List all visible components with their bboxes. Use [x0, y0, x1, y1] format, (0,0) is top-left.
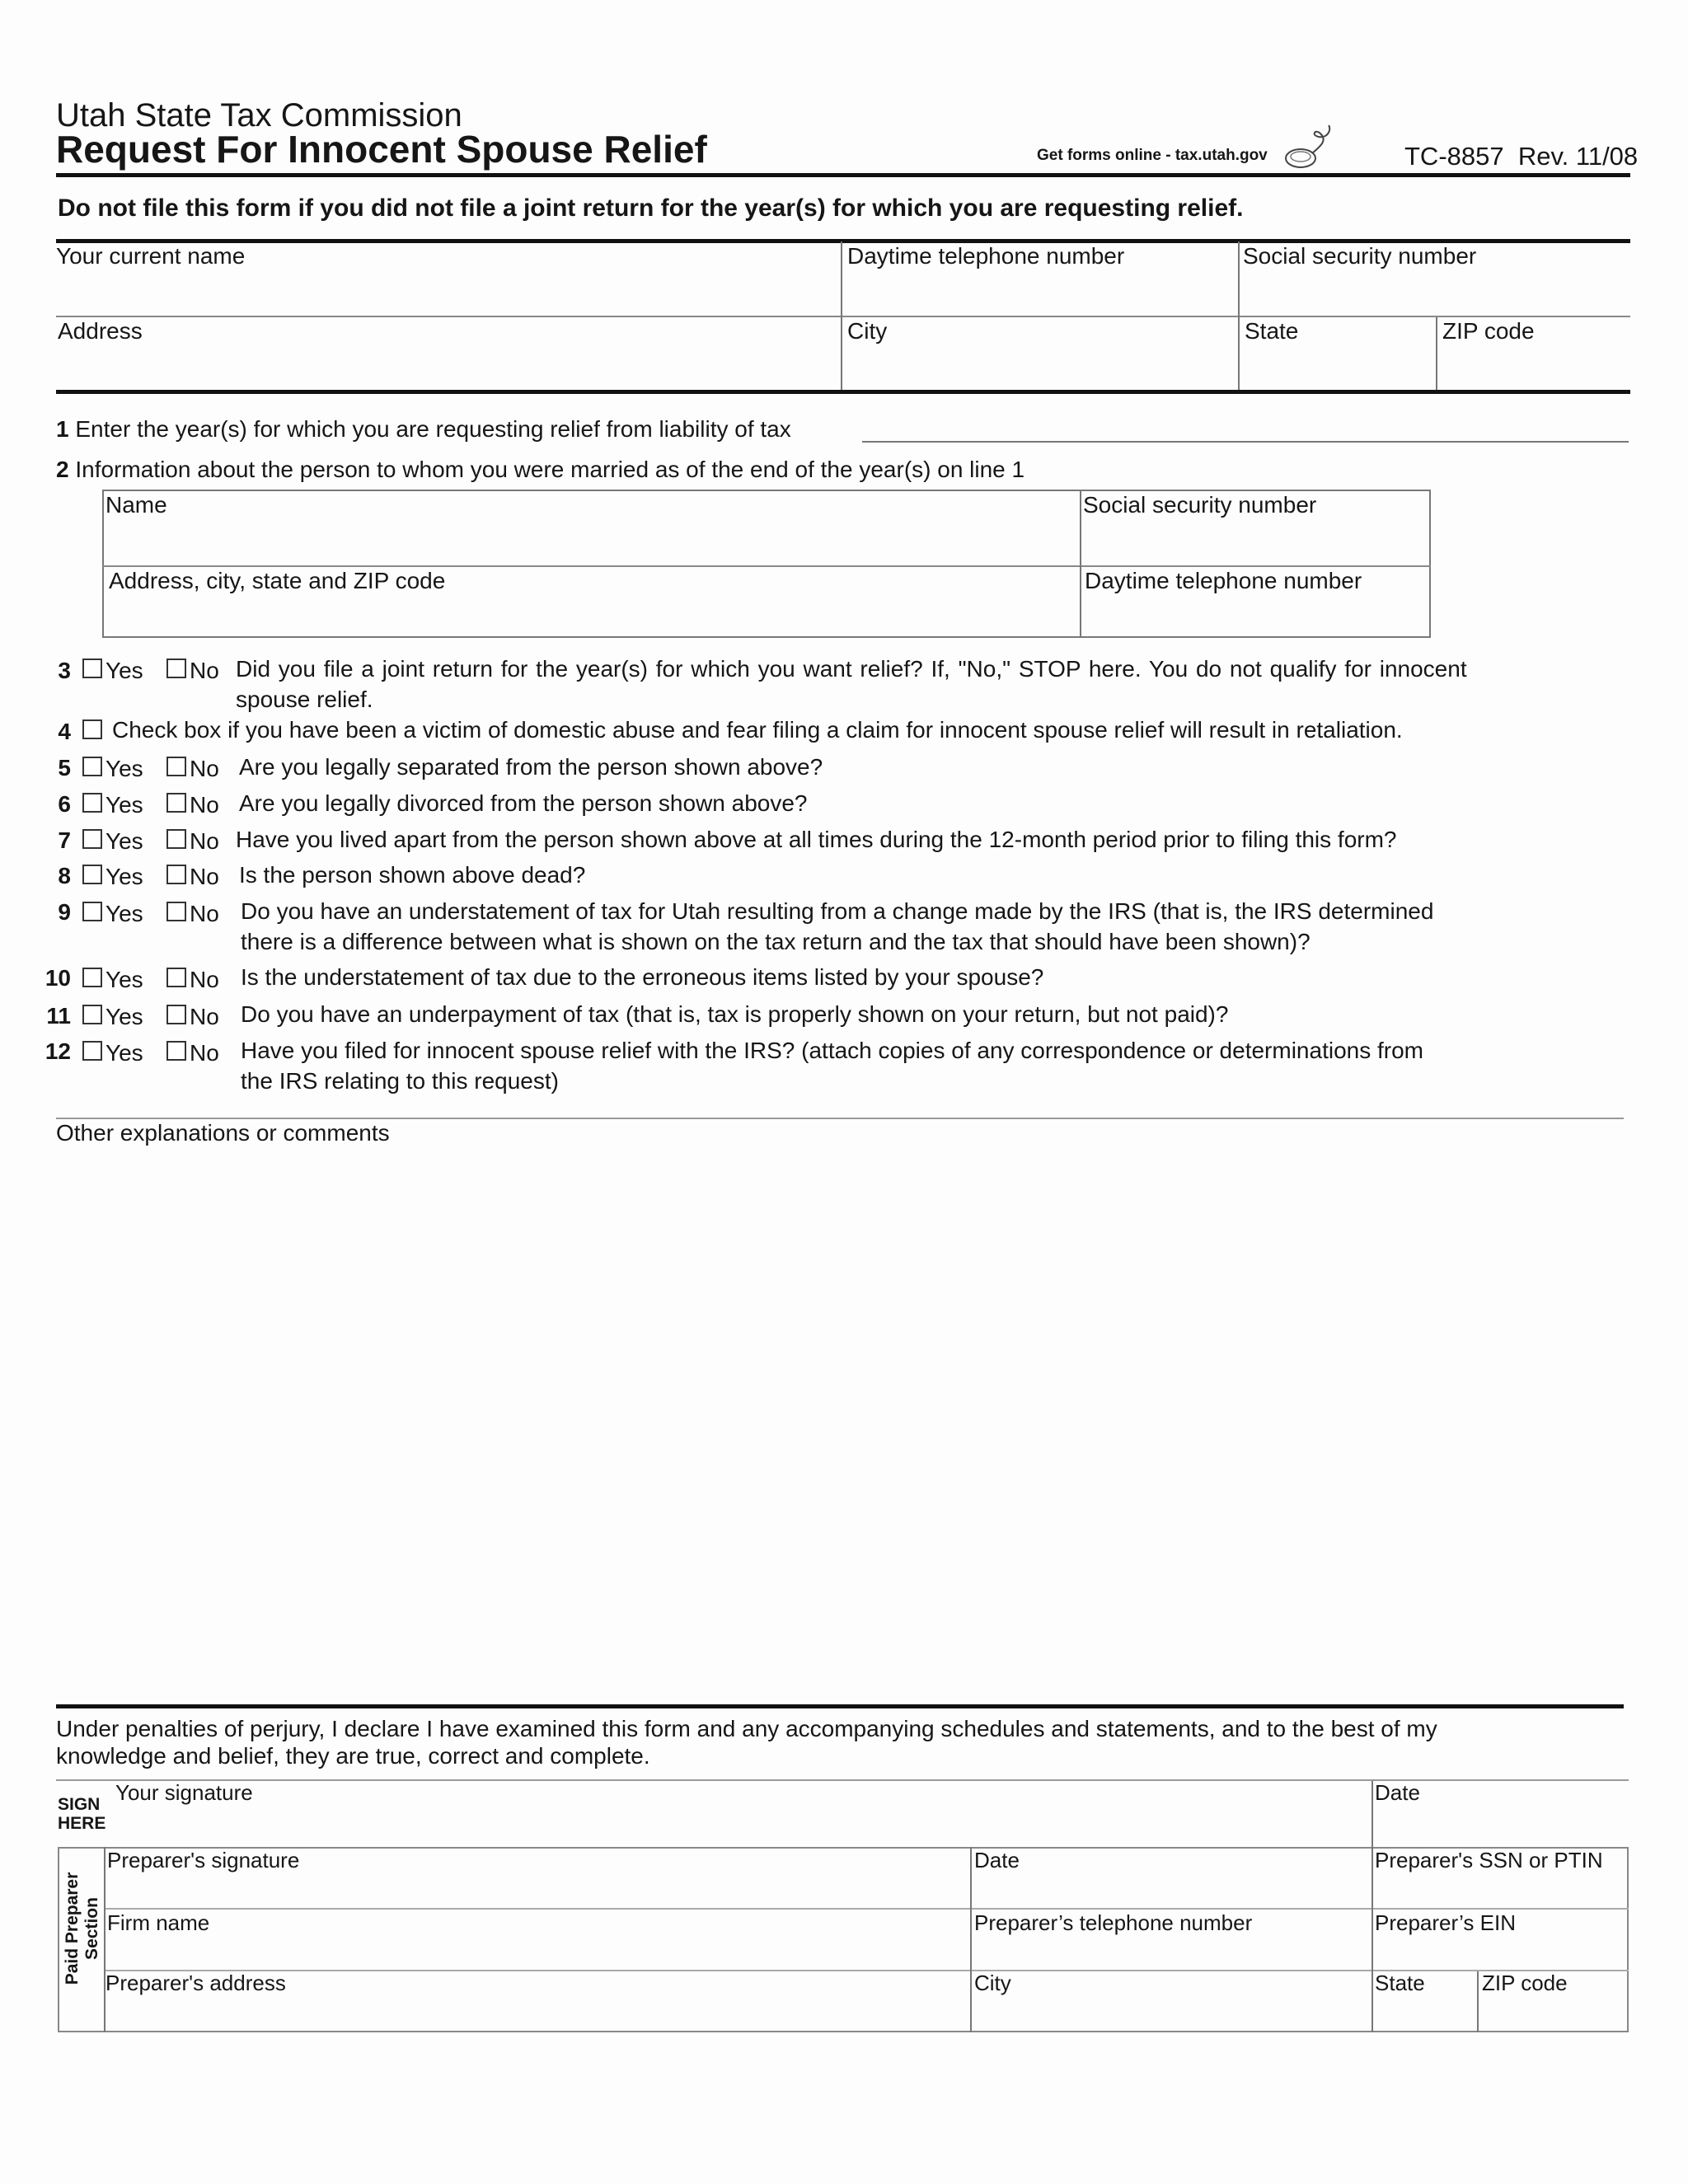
- declaration-rule: [56, 1704, 1624, 1708]
- daytime-phone-field[interactable]: [847, 242, 1235, 315]
- preparer-city-label: City: [974, 1971, 1011, 1995]
- current-name-field[interactable]: [56, 242, 839, 315]
- spouse-address-field[interactable]: [109, 567, 1075, 636]
- q5-yes-checkbox[interactable]: [82, 757, 102, 776]
- q10-yes-checkbox[interactable]: [82, 968, 102, 987]
- q11-yes-checkbox[interactable]: [82, 1005, 102, 1024]
- zip-field[interactable]: [1442, 317, 1629, 388]
- q6-no-label: No: [190, 792, 219, 818]
- preparer-divider-2: [1372, 1847, 1373, 2032]
- q12-yes-label: Yes: [106, 1040, 143, 1066]
- preparer-signature-field[interactable]: [107, 1848, 966, 1905]
- line1-label: Enter the year(s) for which you are requesting relief from liability of tax: [75, 416, 791, 442]
- firm-name-field[interactable]: [107, 1910, 966, 1968]
- line1-text: [56, 415, 791, 443]
- q10-no-checkbox[interactable]: [166, 968, 186, 987]
- q7-no-checkbox[interactable]: [166, 829, 186, 849]
- q9-number: 9: [58, 899, 71, 925]
- q6-text: Are you legally divorced from the person shown above?: [239, 790, 808, 816]
- q8-no-checkbox[interactable]: [166, 865, 186, 884]
- q5-no-label: No: [190, 756, 219, 781]
- q6-number: 6: [58, 791, 71, 817]
- q11-yes-label: Yes: [106, 1004, 143, 1029]
- q7-number: 7: [58, 827, 71, 853]
- form-number: TC-8857 Rev. 11/08: [1404, 142, 1639, 171]
- spouse-name-label: Name: [106, 492, 167, 518]
- q3-no-checkbox[interactable]: [166, 658, 186, 678]
- form-title: Request For Innocent Spouse Relief: [56, 128, 707, 171]
- q3-text: Did you file a joint return for the year(s) for which you want relief? If, "No," STOP here. You do not qualify for innocent: [236, 656, 1467, 682]
- q12-yes-checkbox[interactable]: [82, 1041, 102, 1061]
- your-signature-field[interactable]: [115, 1780, 1367, 1846]
- preparer-date-field[interactable]: [974, 1848, 1368, 1905]
- q9-text: Do you have an understatement of tax for Utah resulting from a change made by the IRS (that is, the IRS determined: [241, 898, 1434, 924]
- q9-yes-label: Yes: [106, 901, 143, 926]
- preparer-phone-label: Preparer’s telephone number: [974, 1910, 1253, 1935]
- declaration-line-1: Under penalties of perjury, I declare I have examined this form and any accompanying schedules and statements, and to the best of my: [56, 1716, 1437, 1741]
- comments-label: Other explanations or comments: [56, 1120, 390, 1146]
- preparer-ein-field[interactable]: [1375, 1910, 1627, 1968]
- q9-no-checkbox[interactable]: [166, 902, 186, 921]
- q6-no-checkbox[interactable]: [166, 793, 186, 813]
- spouse-ssn-label: Social security number: [1083, 492, 1317, 518]
- q5-no-checkbox[interactable]: [166, 757, 186, 776]
- preparer-state-label: State: [1375, 1971, 1425, 1995]
- q10-no-label: No: [190, 967, 219, 992]
- preparer-ein-label: Preparer’s EIN: [1375, 1910, 1516, 1935]
- q11-no-label: No: [190, 1004, 219, 1029]
- warning-text: Do not file this form if you did not file a joint return for the year(s) for which you are requesting relief.: [58, 194, 1244, 222]
- preparer-zip-field[interactable]: [1482, 1971, 1627, 2030]
- q7-yes-checkbox[interactable]: [82, 829, 102, 849]
- spouse-divider: [1080, 490, 1081, 638]
- q12-no-label: No: [190, 1040, 219, 1066]
- your-signature-label: Your signature: [115, 1780, 253, 1805]
- q12-text: Have you filed for innocent spouse relief with the IRS? (attach copies of any correspondence or determinations from: [241, 1038, 1423, 1063]
- q8-number: 8: [58, 863, 71, 888]
- q3-text-cont: spouse relief.: [236, 687, 373, 712]
- sign-date-field[interactable]: [1375, 1780, 1627, 1846]
- comments-textarea[interactable]: [56, 1151, 1624, 1694]
- preparer-divider-1: [970, 1847, 972, 2032]
- q8-yes-label: Yes: [106, 864, 143, 889]
- address-field[interactable]: [58, 317, 839, 388]
- ssn-field[interactable]: [1243, 242, 1629, 315]
- q10-text: Is the understatement of tax due to the erroneous items listed by your spouse?: [241, 964, 1044, 990]
- address-label: Address: [58, 318, 143, 344]
- current-name-label: Your current name: [56, 243, 246, 269]
- sign-date-label: Date: [1375, 1780, 1420, 1805]
- spouse-address-label: Address, city, state and ZIP code: [109, 568, 446, 593]
- line2-number: 2: [56, 457, 69, 482]
- preparer-phone-field[interactable]: [974, 1910, 1368, 1968]
- paid-preparer-line-1: Paid Preparer: [63, 1872, 82, 1985]
- sign-date-divider: [1372, 1781, 1373, 1847]
- ssn-label: Social security number: [1243, 243, 1477, 269]
- spouse-name-field[interactable]: [106, 491, 1075, 562]
- q8-yes-checkbox[interactable]: [82, 865, 102, 884]
- header-rule: [56, 173, 1630, 177]
- line2-text: [56, 456, 1025, 484]
- zip-label: ZIP code: [1442, 318, 1535, 344]
- spouse-ssn-field[interactable]: [1083, 491, 1428, 562]
- sign-here-line-1: SIGN: [58, 1795, 101, 1814]
- q11-number: 11: [46, 1003, 71, 1029]
- taxpayer-divider-3: [1436, 317, 1437, 390]
- taxpayer-divider-1: [841, 241, 842, 390]
- preparer-zip-label: ZIP code: [1482, 1971, 1568, 1995]
- mouse-icon: [1282, 124, 1334, 171]
- daytime-phone-label: Daytime telephone number: [847, 243, 1125, 269]
- paid-preparer-line-2: Section: [82, 1897, 102, 1960]
- preparer-date-label: Date: [974, 1848, 1020, 1872]
- declaration-line-2: knowledge and belief, they are true, correct and complete.: [56, 1743, 650, 1769]
- forms-online-link[interactable]: Get forms online - tax.utah.gov: [1037, 147, 1268, 164]
- preparer-signature-label: Preparer's signature: [107, 1848, 300, 1872]
- firm-name-label: Firm name: [107, 1910, 210, 1935]
- q12-number: 12: [45, 1038, 71, 1064]
- q9-yes-checkbox[interactable]: [82, 902, 102, 921]
- city-label: City: [847, 318, 888, 344]
- q7-yes-label: Yes: [106, 828, 143, 854]
- preparer-ssn-field[interactable]: [1375, 1848, 1627, 1905]
- q10-yes-label: Yes: [106, 967, 143, 992]
- q8-text: Is the person shown above dead?: [239, 862, 586, 888]
- spouse-phone-label: Daytime telephone number: [1085, 568, 1362, 593]
- q6-yes-label: Yes: [106, 792, 143, 818]
- sign-here-line-2: HERE: [58, 1814, 106, 1834]
- preparer-address-field[interactable]: [106, 1971, 966, 2030]
- q3-no-label: No: [190, 658, 219, 683]
- state-field[interactable]: [1245, 317, 1432, 388]
- q4-number: 4: [58, 719, 71, 744]
- q8-no-label: No: [190, 864, 219, 889]
- q3-number: 3: [58, 658, 71, 683]
- q7-text: Have you lived apart from the person shown above at all times during the 12-month period prior to filing this form?: [236, 827, 1397, 852]
- state-label: State: [1245, 318, 1299, 344]
- q9-text-cont: there is a difference between what is shown on the tax return and the tax that should have been shown)?: [241, 929, 1311, 954]
- taxpayer-bottom-rule: [56, 390, 1630, 394]
- preparer-state-field[interactable]: [1375, 1971, 1474, 2030]
- preparer-divider-3: [1477, 1971, 1479, 2032]
- tax-years-input[interactable]: [862, 441, 1629, 451]
- q5-number: 5: [58, 755, 71, 780]
- q12-text-cont: the IRS relating to this request): [241, 1068, 559, 1094]
- preparer-rule-1: [104, 1908, 1629, 1910]
- q11-no-checkbox[interactable]: [166, 1005, 186, 1024]
- sign-here-label: [58, 1795, 106, 1833]
- city-field[interactable]: [847, 317, 1235, 388]
- q6-yes-checkbox[interactable]: [82, 793, 102, 813]
- q3-yes-checkbox[interactable]: [82, 658, 102, 678]
- agency-name: Utah State Tax Commission: [56, 97, 462, 134]
- line1-number: 1: [56, 416, 69, 442]
- paid-preparer-section-label: [63, 1854, 102, 2003]
- q7-no-label: No: [190, 828, 219, 854]
- q3-yes-label: Yes: [106, 658, 143, 683]
- line2-label: Information about the person to whom you were married as of the end of the year(s) on line 1: [75, 457, 1025, 482]
- q5-text: Are you legally separated from the person shown above?: [239, 754, 823, 780]
- preparer-ssn-label: Preparer's SSN or PTIN: [1375, 1848, 1603, 1872]
- q9-no-label: No: [190, 901, 219, 926]
- q5-yes-label: Yes: [106, 756, 143, 781]
- q12-no-checkbox[interactable]: [166, 1041, 186, 1061]
- preparer-city-field[interactable]: [974, 1971, 1368, 2030]
- spouse-phone-field[interactable]: [1085, 567, 1428, 636]
- q10-number: 10: [45, 965, 71, 991]
- q4-abuse-checkbox[interactable]: [82, 719, 102, 739]
- taxpayer-divider-2: [1238, 241, 1240, 390]
- q4-text: Check box if you have been a victim of domestic abuse and fear filing a claim for innocent spouse relief will result in retaliation.: [112, 717, 1403, 743]
- q11-text: Do you have an underpayment of tax (that is, tax is properly shown on your return, but not paid)?: [241, 1001, 1229, 1027]
- preparer-address-label: Preparer's address: [106, 1971, 286, 1995]
